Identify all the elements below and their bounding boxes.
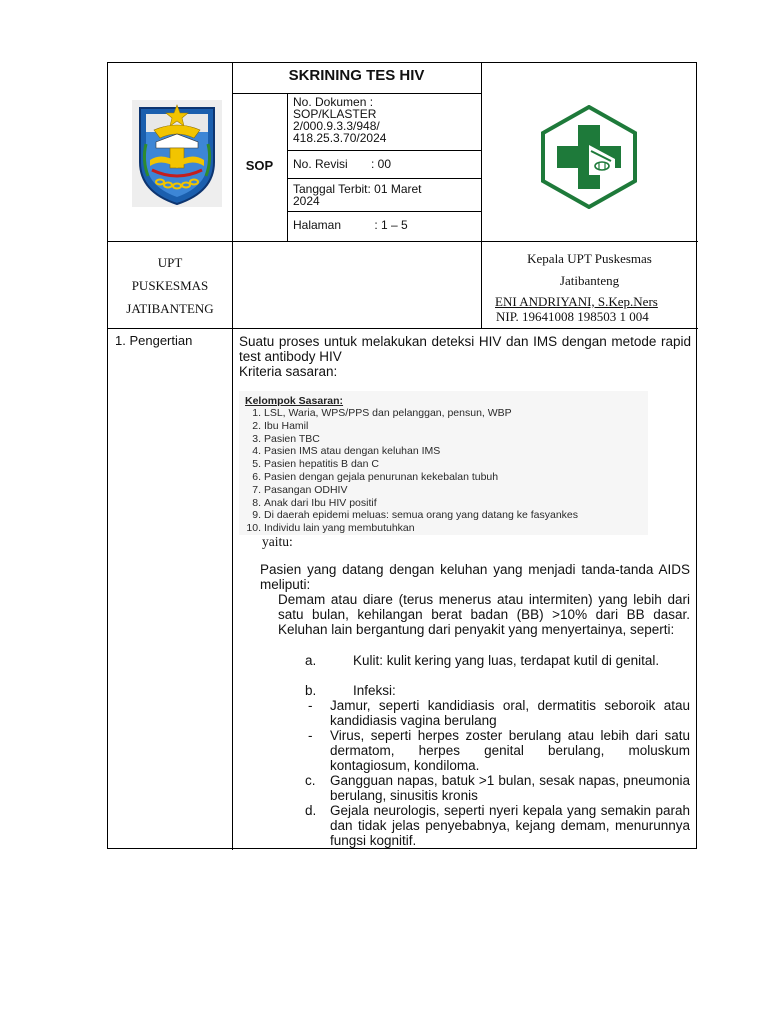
no-dokumen-line-1: SOP/KLASTER — [293, 107, 377, 121]
unit-name — [108, 251, 232, 320]
signature-name: ENI ANDRIYANI, S.Kep.Ners — [495, 294, 658, 309]
sasaran-item — [239, 484, 578, 497]
row-divider-1 — [287, 150, 481, 151]
column-divider-left — [232, 63, 233, 850]
symptom-c-marker: c. — [305, 773, 316, 788]
regency-emblem-logo — [132, 100, 222, 207]
yaitu-label: yaitu: — [262, 534, 293, 549]
sop-document — [107, 62, 697, 849]
sasaran-item — [239, 407, 578, 420]
no-dokumen-label: No. Dokumen : — [293, 95, 374, 109]
tanggal-terbit-line-2: 2024 — [293, 194, 320, 208]
sasaran-item-text: Ibu Hamil — [264, 419, 309, 432]
unit-line-3: JATIBANTENG — [126, 301, 214, 316]
sasaran-item-number: 9. — [252, 509, 261, 522]
symptom-c-text: Gangguan napas, batuk >1 bulan, sesak napas, pneumonia berulang, sinusitis kronis — [330, 773, 690, 803]
sop-label: SOP — [245, 158, 274, 173]
symptom-b2-text: Virus, seperti herpes zoster berulang atau lebih dari satu dermatom, herpes genital berulang, moluskum kontagiosum, kondiloma. — [330, 728, 690, 773]
sasaran-item-text: Pasien TBC — [264, 432, 320, 445]
signature-title-line-2: Jatibanteng — [559, 273, 620, 288]
symptom-a-text: Kulit: kulit kering yang luas, terdapat kutil di genital. — [353, 653, 660, 668]
tanggal-terbit-line-1: Tanggal Terbit: 01 Maret — [293, 182, 422, 196]
kelompok-sasaran-title: Kelompok Sasaran: — [245, 395, 344, 407]
section-intro: Suatu proses untuk melakukan deteksi HIV dan IMS dengan metode rapid test antibody HIV — [239, 334, 691, 364]
symptom-d-text: Gejala neurologis, seperti nyeri kepala yang semakin parah dan tidak jelas penyebabnya, kejang demam, menurunnya fungsi kognitif. — [330, 803, 690, 848]
no-dokumen-cell — [293, 96, 386, 144]
header-bottom-divider — [108, 241, 698, 242]
sasaran-item-number: 1. — [252, 407, 261, 419]
puskesmas-logo — [539, 105, 639, 209]
kelompok-sasaran-image — [239, 391, 648, 535]
sasaran-item-text: Individu lain yang membutuhkan — [264, 522, 415, 535]
sasaran-item — [239, 509, 578, 522]
aids-intro: Pasien yang datang dengan keluhan yang menjadi tanda-tanda AIDS meliputi: — [260, 562, 690, 592]
symptom-b1-text: Jamur, seperti kandidiasis oral, dermatitis seboroik atau kandidiasis vagina berulang — [330, 698, 690, 728]
sasaran-item — [239, 497, 578, 510]
unit-line-1: UPT — [157, 255, 183, 270]
info-bottom-divider — [108, 328, 698, 329]
sasaran-item — [239, 458, 578, 471]
symptom-a-marker: a. — [305, 653, 317, 668]
sasaran-item-number: 10. — [246, 522, 261, 535]
sasaran-item-number: 5. — [252, 458, 261, 471]
tanggal-terbit-cell — [293, 183, 422, 207]
sasaran-item-number: 2. — [252, 419, 261, 432]
sasaran-item — [239, 445, 578, 458]
symptom-b-marker: b. — [305, 683, 317, 698]
row-divider-2 — [287, 178, 481, 179]
sasaran-item-number: 6. — [252, 470, 261, 483]
symptom-b-text: Infeksi: — [353, 683, 396, 698]
sop-divider — [287, 93, 288, 241]
no-revisi: No. Revisi : 00 — [293, 157, 392, 171]
sasaran-item-text: Pasien IMS atau dengan keluhan IMS — [264, 445, 441, 458]
kelompok-sasaran-list — [239, 407, 578, 535]
sasaran-item — [239, 433, 578, 446]
sasaran-item-text: Pasien dengan gejala penurunan kekebalan tubuh — [264, 470, 499, 483]
sasaran-item-number: 4. — [252, 445, 261, 458]
sasaran-item-number: 3. — [252, 432, 261, 445]
sasaran-item — [239, 471, 578, 484]
demam-paragraph: Demam atau diare (terus menerus atau intermiten) yang lebih dari satu bulan, kehilangan berat badan (BB) >10% dari BB dasar. Keluhan lain bergantung dari penyakit yang menyertainya, seperti: — [278, 592, 690, 637]
sasaran-item-text: Anak dari Ibu HIV positif — [264, 496, 377, 509]
sasaran-item-text: Di daerah epidemi meluas: semua orang yang datang ke fasyankes — [264, 509, 579, 522]
sasaran-item-text: LSL, Waria, WPS/PPS dan pelanggan, pensun, WBP — [264, 407, 512, 419]
sasaran-item-text: Pasien hepatitis B dan C — [264, 458, 379, 471]
no-dokumen-line-2: 2/000.9.3.3/948/ — [293, 119, 380, 133]
row-divider-3 — [287, 211, 481, 212]
signature-title — [481, 248, 698, 292]
unit-line-2: PUSKESMAS — [131, 278, 209, 293]
halaman: Halaman : 1 – 5 — [293, 218, 408, 232]
criteria-label: Kriteria sasaran: — [239, 364, 338, 379]
sasaran-item-text: Pasangan ODHIV — [264, 483, 348, 496]
sasaran-item-number: 8. — [252, 496, 261, 509]
title-divider — [232, 93, 481, 94]
sasaran-item — [239, 420, 578, 433]
symptom-b2-dash: - — [308, 728, 313, 743]
sasaran-item-number: 7. — [252, 483, 261, 496]
document-title: SKRINING TES HIV — [288, 67, 425, 84]
no-dokumen-line-3: 418.25.3.70/2024 — [293, 131, 387, 145]
symptom-b1-dash: - — [308, 698, 313, 713]
section-label: 1. Pengertian — [115, 333, 193, 348]
signature-nip: NIP. 19641008 198503 1 004 — [496, 309, 649, 324]
signature-title-line-1: Kepala UPT Puskesmas — [527, 251, 652, 266]
symptom-d-marker: d. — [305, 803, 317, 818]
